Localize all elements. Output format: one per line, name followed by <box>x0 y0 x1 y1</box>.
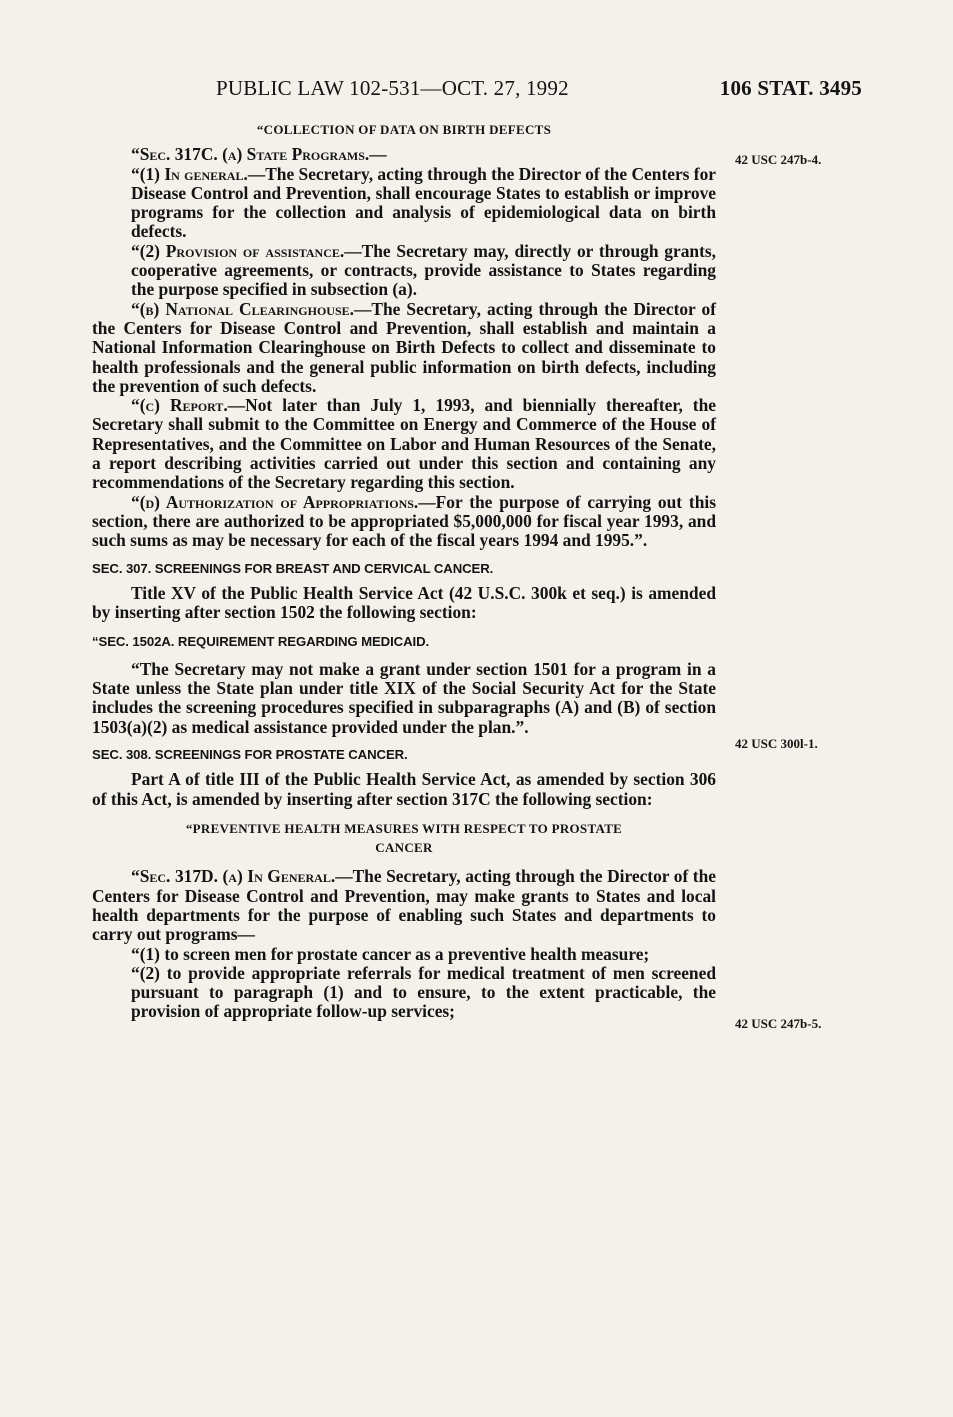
subsection-b-lead: “(b) National Clearinghouse. <box>131 298 354 319</box>
heading-preventive-health-line-2: CANCER <box>375 840 433 856</box>
heading-preventive-health-line-1: “PREVENTIVE HEALTH MEASURES WITH RESPECT TO PROSTATE <box>185 820 623 836</box>
subsection-b-text: —The Secretary, acting through the Director of the Centers for Disease Control and Prevention, shall establish and maintain a National Information Clearinghouse on Birth Defects to collect and disseminate to health professionals and the general public information on birth defects, including the prevention of such defects. <box>92 298 716 396</box>
sec-317d-subsection-a <box>92 867 716 944</box>
margin-note-247b-5: 42 USC 247b-5. <box>735 1016 822 1031</box>
public-law-citation: PUBLIC LAW 102-531—OCT. 27, 1992 <box>216 76 569 100</box>
sec-317d-para-1: “(1) to screen men for prostate cancer as a preventive health measure; <box>131 943 650 964</box>
sec-317d-text: —The Secretary, acting through the Director of the Centers for Disease Control and Prevention, may make grants to States and local health departments for the purpose of enabling such States and departments to carry out programs— <box>92 866 716 945</box>
statute-page-number: 106 STAT. 3495 <box>719 76 862 100</box>
margin-note-300l-1: 42 USC 300l-1. <box>735 736 818 751</box>
document-body <box>92 120 716 1022</box>
sec-307-text: Title XV of the Public Health Service Act (42 U.S.C. 300k et seq.) is amended by inserting after section 1502 the following section: <box>92 582 716 623</box>
sec-308-text: Part A of title III of the Public Health Service Act, as amended by section 306 of this Act, is amended by inserting after section 317C the following section: <box>92 769 716 809</box>
para-2-text: —The Secretary may, directly or through grants, cooperative agreements, or contracts, provide assistance to States regarding the purpose specified in subsection (a). <box>131 240 716 300</box>
sec-317c-subsection-c <box>92 396 716 492</box>
subsection-d-text: —For the purpose of carrying out this section, there are authorized to be appropriated $5,000,000 for fiscal year 1993, and such sums as may be necessary for each of the fiscal years 1994 and 1995.”. <box>92 491 716 551</box>
sec-308-heading: SEC. 308. SCREENINGS FOR PROSTATE CANCER. <box>92 746 408 762</box>
sec-317c-para-2 <box>92 242 716 300</box>
subsection-c-text: —Not later than July 1, 1993, and biennially thereafter, the Secretary shall submit to the Committee on Energy and Commerce of the House of Representatives, and the Committee on Labor and Human Resources of the Senate, a report describing activities carried out under this section and containing any recommendations of the Secretary regarding this section. <box>92 395 716 493</box>
sec-317c-para-1 <box>92 165 716 242</box>
sec-317d-para-2: “(2) to provide appropriate referrals for medical treatment of men screened pursuant to paragraph (1) and to ensure, to the extent practicable, the provision of appropriate follow-up services; <box>131 962 716 1022</box>
para-1-lead: “(1) In general. <box>131 163 248 184</box>
sec-1502a-heading: “SEC. 1502A. REQUIREMENT REGARDING MEDICAID. <box>92 634 430 650</box>
subsection-c-lead: “(c) Report. <box>131 395 228 416</box>
margin-note-247b-4: 42 USC 247b-4. <box>735 152 822 167</box>
para-2-lead: “(2) Provision of assistance. <box>131 240 345 261</box>
sec-317c-heading: “Sec. 317C. (a) State Programs.— <box>131 144 387 165</box>
para-1-text: —The Secretary, acting through the Director of the Centers for Disease Control and Prevention, shall encourage States to establish or improve programs for the collection and analysis of epidemiological data on birth defects. <box>131 163 716 242</box>
subsection-d-lead: “(d) Authorization of Appropriations. <box>131 491 419 512</box>
sec-1502a-text: “The Secretary may not make a grant under section 1501 for a program in a State unless the State plan under title XIX of the Social Security Act for the State includes the screening procedures specified in subparagraphs (A) and (B) of section 1503(a)(2) as medical assistance provided under the plan.”. <box>92 658 716 737</box>
heading-collection-birth-defects: “COLLECTION OF DATA ON BIRTH DEFECTS <box>256 122 552 137</box>
sec-317c-subsection-d <box>92 493 716 551</box>
sec-317d-lead: “Sec. 317D. (a) In General. <box>131 866 336 887</box>
sec-307-heading: SEC. 307. SCREENINGS FOR BREAST AND CERVICAL CANCER. <box>92 560 494 576</box>
sec-317c-subsection-b <box>92 300 716 396</box>
